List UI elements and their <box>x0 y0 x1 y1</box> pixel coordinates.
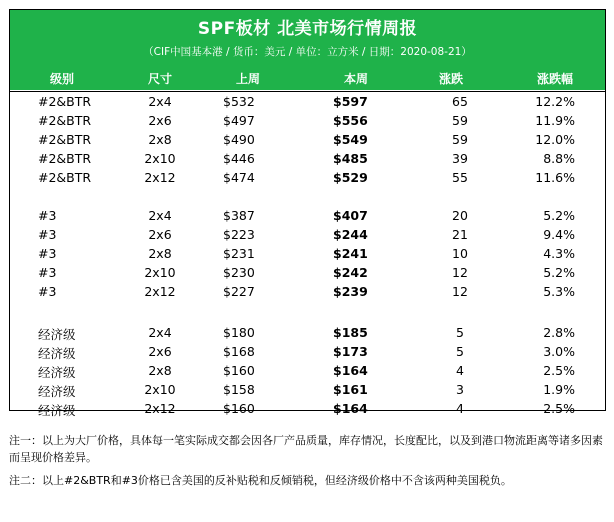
size-cell: 2x12 <box>144 170 176 185</box>
size-cell: 2x10 <box>144 265 176 280</box>
this-week-cell: $556 <box>333 113 368 128</box>
change-pct-cell: 8.8% <box>543 151 575 166</box>
last-week-cell: $230 <box>223 265 255 280</box>
table-row <box>10 111 605 130</box>
table-row <box>10 399 605 418</box>
grade-cell: #2&BTR <box>38 170 92 185</box>
table-row <box>10 342 605 361</box>
last-week-cell: $158 <box>223 382 255 397</box>
this-week-cell: $239 <box>333 284 368 299</box>
change-pct-cell: 5.2% <box>543 265 575 280</box>
table-row <box>10 149 605 168</box>
last-week-cell: $227 <box>223 284 255 299</box>
column-header-last-week: 上周 <box>236 72 261 86</box>
last-week-cell: $231 <box>223 246 255 261</box>
this-week-cell: $407 <box>333 208 368 223</box>
this-week-cell: $485 <box>333 151 368 166</box>
size-cell: 2x8 <box>148 246 172 261</box>
change-cell: 21 <box>452 227 468 242</box>
last-week-cell: $474 <box>223 170 255 185</box>
size-cell: 2x6 <box>148 344 172 359</box>
grade-cell: 经济级 <box>38 403 76 418</box>
change-cell: 3 <box>456 382 464 397</box>
size-cell: 2x8 <box>148 363 172 378</box>
grade-cell: #2&BTR <box>38 132 92 147</box>
price-report-table <box>9 9 606 418</box>
table-row <box>10 206 605 225</box>
this-week-cell: $185 <box>333 325 368 340</box>
grade-cell: 经济级 <box>38 346 76 361</box>
grade-cell: #3 <box>38 265 57 280</box>
column-header-grade: 级别 <box>50 72 75 86</box>
last-week-cell: $497 <box>223 113 255 128</box>
grade-cell: #3 <box>38 227 57 242</box>
grade-cell: #3 <box>38 208 57 223</box>
change-pct-cell: 4.3% <box>543 246 575 261</box>
grade-cell: #3 <box>38 246 57 261</box>
last-week-cell: $532 <box>223 94 255 109</box>
change-pct-cell: 3.0% <box>543 344 575 359</box>
row-group <box>10 92 605 187</box>
change-pct-cell: 12.2% <box>535 94 575 109</box>
size-cell: 2x4 <box>148 94 172 109</box>
this-week-cell: $242 <box>333 265 368 280</box>
change-pct-cell: 11.6% <box>535 170 575 185</box>
change-cell: 10 <box>452 246 468 261</box>
change-cell: 55 <box>452 170 468 185</box>
grade-cell: 经济级 <box>38 384 76 399</box>
change-pct-cell: 2.8% <box>543 325 575 340</box>
grade-cell: #2&BTR <box>38 113 92 128</box>
table-row <box>10 92 605 111</box>
this-week-cell: $173 <box>333 344 368 359</box>
size-cell: 2x10 <box>144 382 176 397</box>
column-header-change-pct: 涨跌幅 <box>537 72 574 86</box>
column-header-size: 尺寸 <box>148 72 173 86</box>
change-cell: 5 <box>456 325 464 340</box>
grade-cell: #2&BTR <box>38 151 92 166</box>
table-row <box>10 225 605 244</box>
grade-cell: #2&BTR <box>38 94 92 109</box>
report-title: SPF板材 北美市场行情周报 <box>197 19 418 39</box>
this-week-cell: $161 <box>333 382 368 397</box>
change-cell: 65 <box>452 94 468 109</box>
last-week-cell: $160 <box>223 401 255 416</box>
note-2: 注二：以上#2&BTR和#3价格已含美国的反补贴税和反倾销税，但经济级价格中不含该两种美国税负。 <box>9 474 512 487</box>
change-cell: 59 <box>452 132 468 147</box>
change-cell: 5 <box>456 344 464 359</box>
column-header-change: 涨跌 <box>439 72 464 86</box>
note-1: 注一：以上为大厂价格，具体每一笔实际成交都会因各厂产品质量，库存情况，长度配比，以及到港口物流距离等诸多因素而呈现价格差异。 <box>9 434 603 464</box>
change-cell: 4 <box>456 363 464 378</box>
change-cell: 20 <box>452 208 468 223</box>
this-week-cell: $597 <box>333 94 368 109</box>
size-cell: 2x8 <box>148 132 172 147</box>
row-group <box>10 323 605 418</box>
column-header-this-week: 本周 <box>344 72 369 86</box>
last-week-cell: $387 <box>223 208 255 223</box>
change-pct-cell: 11.9% <box>535 113 575 128</box>
size-cell: 2x4 <box>148 325 172 340</box>
notes-section <box>9 432 606 495</box>
this-week-cell: $529 <box>333 170 368 185</box>
size-cell: 2x6 <box>148 113 172 128</box>
last-week-cell: $168 <box>223 344 255 359</box>
this-week-cell: $164 <box>333 363 368 378</box>
change-pct-cell: 9.4% <box>543 227 575 242</box>
table-row <box>10 282 605 301</box>
size-cell: 2x12 <box>144 401 176 416</box>
this-week-cell: $241 <box>333 246 368 261</box>
this-week-cell: $164 <box>333 401 368 416</box>
column-header-row <box>10 67 605 89</box>
table-row <box>10 380 605 399</box>
change-pct-cell: 12.0% <box>535 132 575 147</box>
change-pct-cell: 2.5% <box>543 401 575 416</box>
grade-cell: 经济级 <box>38 327 76 342</box>
report-subtitle: （CIF中国基本港 / 货币：美元 / 单位：立方米 / 日期：2020-08-21） <box>143 46 472 58</box>
last-week-cell: $446 <box>223 151 255 166</box>
grade-cell: #3 <box>38 284 57 299</box>
size-cell: 2x6 <box>148 227 172 242</box>
this-week-cell: $244 <box>333 227 368 242</box>
change-cell: 12 <box>452 284 468 299</box>
table-body <box>10 91 605 418</box>
change-pct-cell: 1.9% <box>543 382 575 397</box>
size-cell: 2x12 <box>144 284 176 299</box>
table-row <box>10 130 605 149</box>
table-row <box>10 323 605 342</box>
change-cell: 4 <box>456 401 464 416</box>
size-cell: 2x10 <box>144 151 176 166</box>
change-cell: 59 <box>452 113 468 128</box>
grade-cell: 经济级 <box>38 365 76 380</box>
change-pct-cell: 5.2% <box>543 208 575 223</box>
last-week-cell: $223 <box>223 227 255 242</box>
table-row <box>10 244 605 263</box>
row-group <box>10 206 605 301</box>
size-cell: 2x4 <box>148 208 172 223</box>
last-week-cell: $180 <box>223 325 255 340</box>
change-cell: 39 <box>452 151 468 166</box>
change-pct-cell: 5.3% <box>543 284 575 299</box>
report-header-banner <box>10 10 605 90</box>
table-row <box>10 263 605 282</box>
last-week-cell: $490 <box>223 132 255 147</box>
change-cell: 12 <box>452 265 468 280</box>
change-pct-cell: 2.5% <box>543 363 575 378</box>
table-row <box>10 361 605 380</box>
last-week-cell: $160 <box>223 363 255 378</box>
table-row <box>10 168 605 187</box>
this-week-cell: $549 <box>333 132 368 147</box>
